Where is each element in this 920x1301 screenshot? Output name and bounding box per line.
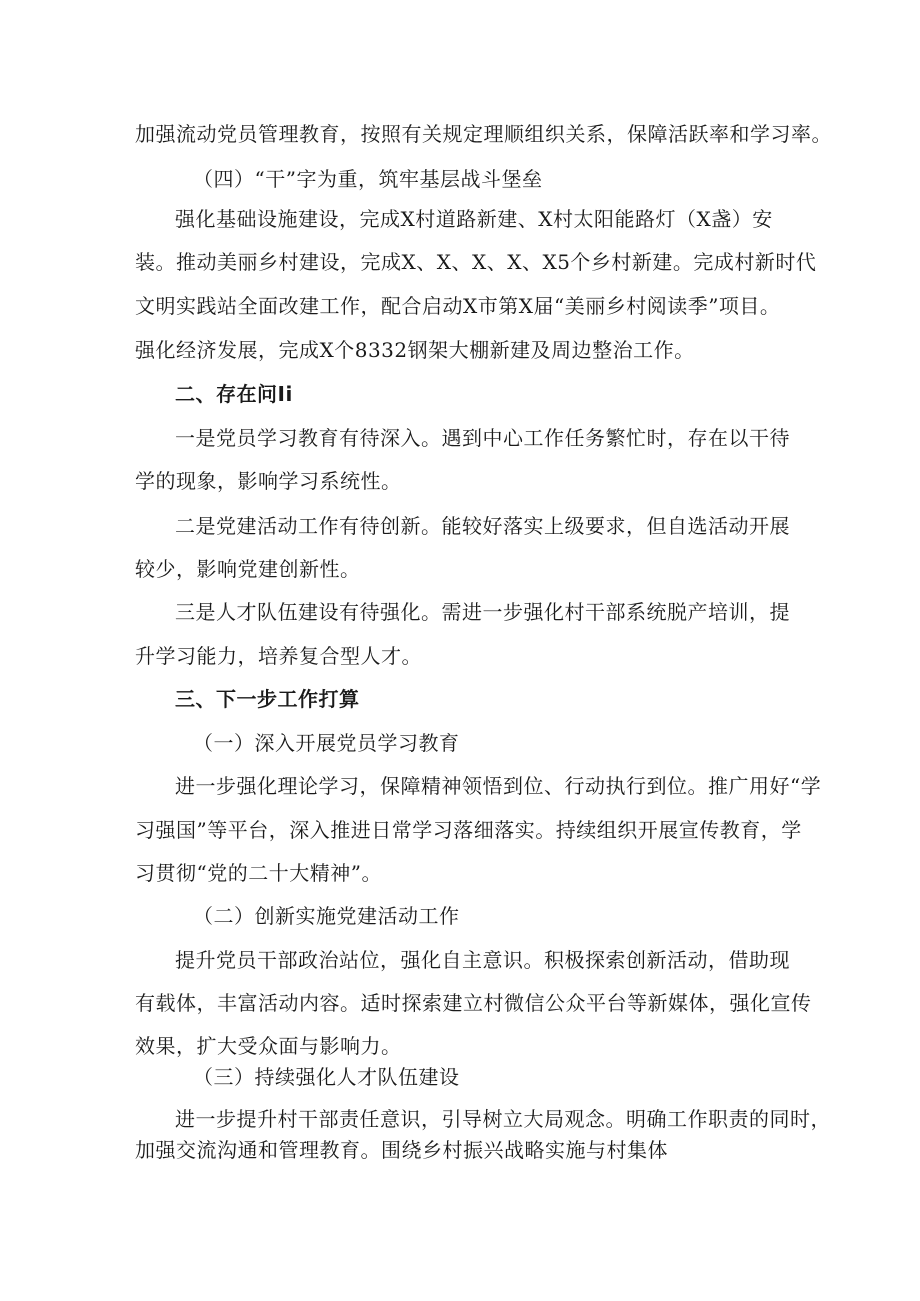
body-line: 提升党员干部政治站位，强化自主意识。积极探索创新活动，借助现 [175, 948, 790, 972]
section-heading: 三、下一步工作打算 [175, 687, 360, 711]
body-line: 习贯彻“党的二十大精神”。 [135, 861, 382, 885]
body-line: 强化经济发展，完成X个8332钢架大棚新建及周边整治工作。 [135, 338, 695, 362]
body-line: 强化基础设施建设，完成X村道路新建、X村太阳能路灯（X盏）安 [175, 207, 773, 231]
body-line: 加强交流沟通和管理教育。围绕乡村振兴战略实施与村集体 [135, 1138, 668, 1162]
subheading-line: （三）持续强化人才队伍建设 [193, 1065, 460, 1089]
body-line: 进一步强化理论学习，保障精神领悟到位、行动执行到位。推广用好“学 [175, 774, 822, 798]
body-line: 装。推动美丽乡村建设，完成X、X、X、X、X5个乡村新建。完成村新时代 [135, 250, 817, 274]
subheading-line: （一）深入开展党员学习教育 [193, 731, 460, 755]
subheading-line: （四）“干”字为重，筑牢基层战斗堡垒 [193, 167, 543, 191]
subheading-line: （二）创新实施党建活动工作 [193, 904, 460, 928]
section-heading: 二、存在问Ii [175, 382, 293, 406]
body-line: 有载体，丰富活动内容。适时探索建立村微信公众平台等新媒体，强化宣传 [135, 991, 812, 1015]
body-line: 文明实践站全面改建工作，配合启动X市第X届“美丽乡村阅读季”项目。 [135, 294, 781, 318]
body-line: 加强流动党员管理教育，按照有关规定理顺组织关系，保障活跃率和学习率。 [135, 122, 832, 146]
body-line: 升学习能力，培养复合型人才。 [135, 644, 422, 668]
body-line: 二是党建活动工作有待创新。能较好落实上级要求，但自选活动开展 [175, 514, 790, 538]
body-line: 一是党员学习教育有待深入。遇到中心工作任务繁忙时，存在以干待 [175, 426, 790, 450]
body-line: 三是人才队伍建设有待强化。需进一步强化村干部系统脱产培训，提 [175, 600, 790, 624]
body-line: 学的现象，影响学习系统性。 [135, 469, 402, 493]
body-line: 习强国”等平台，深入推进日常学习落细落实。持续组织开展宣传教育，学 [135, 818, 802, 842]
body-line: 效果，扩大受众面与影响力。 [135, 1034, 402, 1058]
body-line: 进一步提升村干部责任意识，引导树立大局观念。明确工作职责的同时， [175, 1107, 831, 1131]
body-line: 较少，影响党建创新性。 [135, 557, 361, 581]
